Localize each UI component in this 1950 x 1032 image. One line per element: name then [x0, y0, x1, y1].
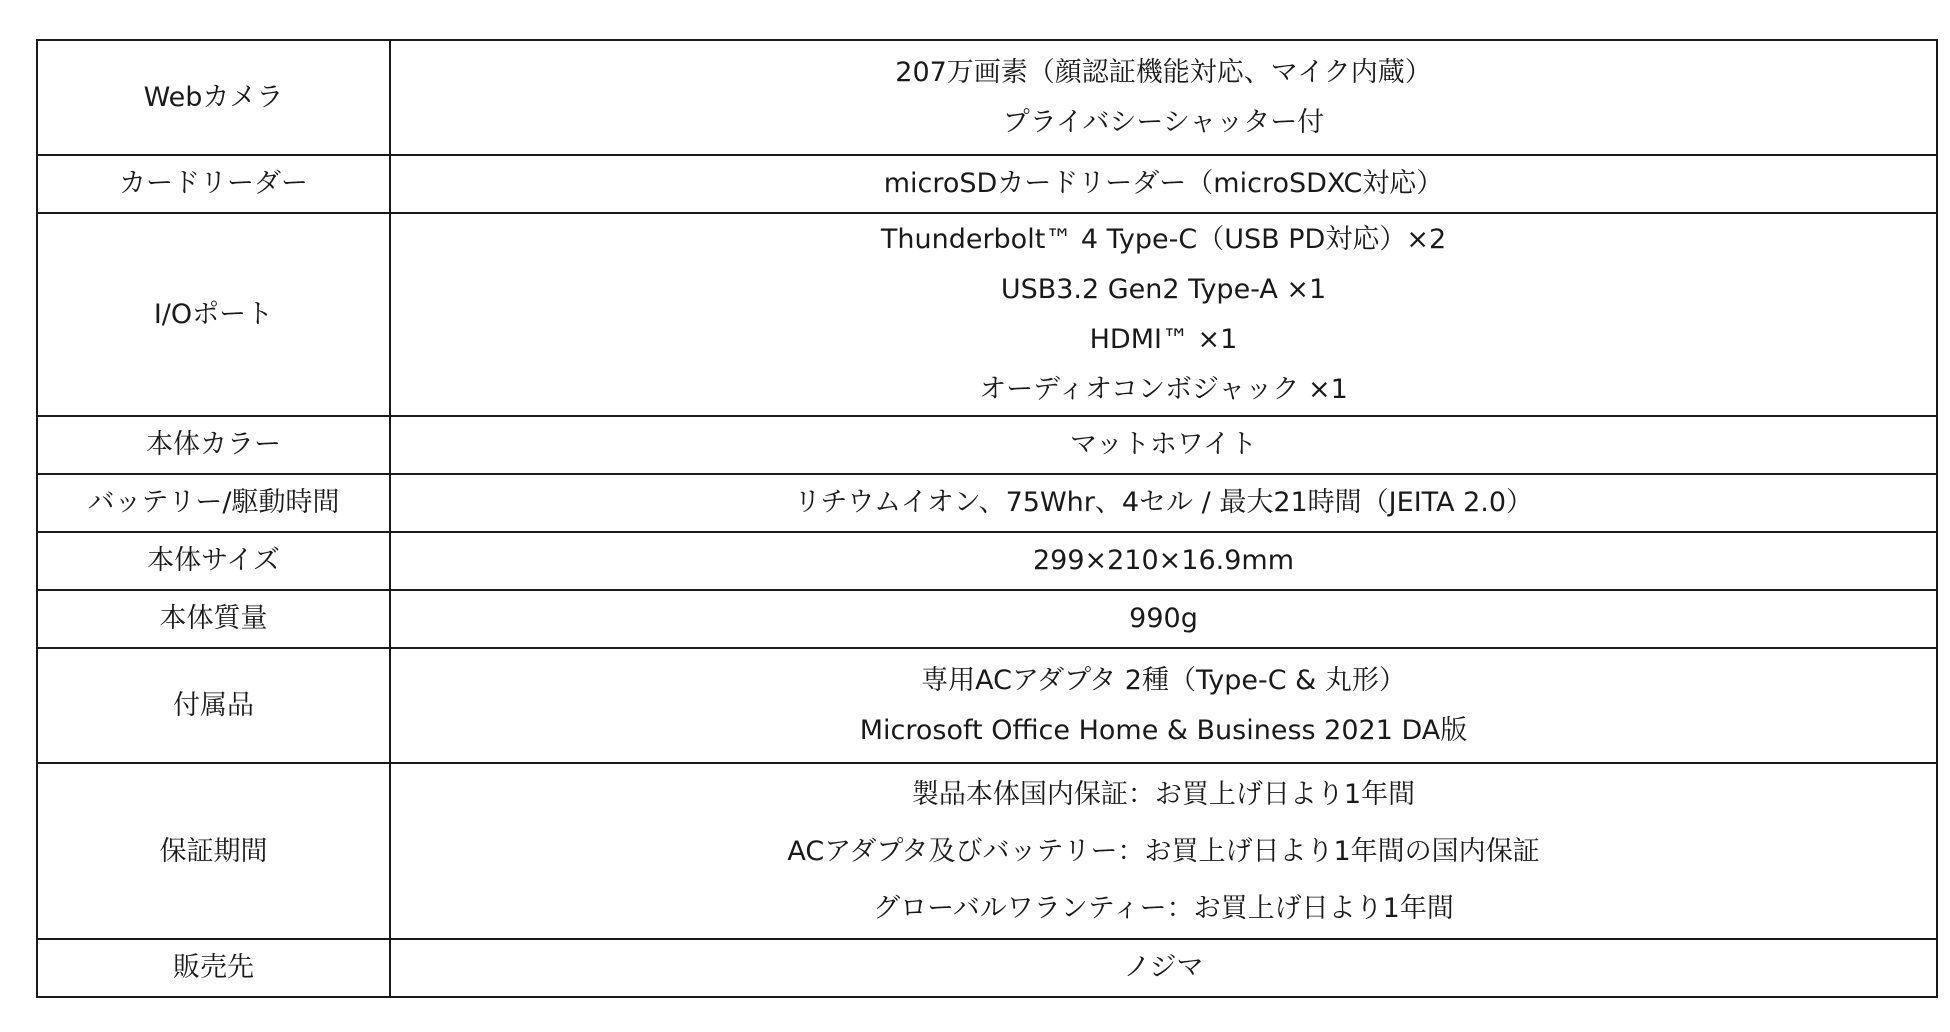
value-line: オーディオコンボジャック ×1: [979, 373, 1348, 405]
row-value: [390, 416, 1937, 474]
value-line: 299×210×16.9mm: [1032, 545, 1295, 576]
value-line: Thunderbolt™ 4 Type-C（USB PD対応）×2: [880, 223, 1447, 255]
row-label: 本体サイズ: [37, 532, 390, 590]
table-row: [37, 40, 1937, 155]
row-value: [390, 590, 1937, 648]
row-value: [390, 213, 1937, 416]
row-label: Webカメラ: [37, 40, 390, 155]
row-label: I/Oポート: [37, 213, 390, 416]
row-label: 本体カラー: [37, 416, 390, 474]
row-value: [390, 474, 1937, 532]
row-label: 付属品: [37, 648, 390, 763]
value-line: Microsoft Office Home & Business 2021 DA版: [859, 714, 1468, 746]
value-line: ACアダプタ及びバッテリー：お買上げ日より1年間の国内保証: [787, 835, 1540, 867]
row-value: [390, 532, 1937, 590]
table-row: [37, 590, 1937, 648]
row-value: [390, 939, 1937, 997]
row-label: カードリーダー: [37, 155, 390, 213]
row-value: [390, 155, 1937, 213]
row-label: 本体質量: [37, 590, 390, 648]
table-row: [37, 763, 1937, 939]
table-row: [37, 939, 1937, 997]
value-line: 990g: [1129, 603, 1198, 634]
value-line: プライバシーシャッター付: [1002, 106, 1325, 138]
spec-table: [36, 39, 1938, 998]
table-row: [37, 474, 1937, 532]
value-line: microSDカードリーダー（microSDXC対応）: [883, 168, 1444, 199]
value-line: 207万画素（顔認証機能対応、マイク内蔵）: [895, 56, 1432, 88]
table-row: [37, 155, 1937, 213]
value-line: リチウムイオン、75Whr、4セル / 最大21時間（JEITA 2.0）: [793, 487, 1534, 518]
table-row: [37, 213, 1937, 416]
value-line: グローバルワランティー：お買上げ日より1年間: [873, 892, 1454, 924]
value-line: HDMI™ ×1: [1089, 323, 1238, 355]
table-row: [37, 416, 1937, 474]
value-line: マットホワイト: [1069, 429, 1258, 460]
value-line: ノジマ: [1123, 952, 1204, 983]
row-value: [390, 40, 1937, 155]
row-label: 販売先: [37, 939, 390, 997]
row-label: 保証期間: [37, 763, 390, 939]
row-value: [390, 648, 1937, 763]
value-line: 製品本体国内保証：お買上げ日より1年間: [911, 778, 1416, 810]
value-line: 専用ACアダプタ 2種（Type-C & 丸形）: [921, 664, 1406, 696]
row-value: [390, 763, 1937, 939]
table-row: [37, 532, 1937, 590]
value-line: USB3.2 Gen2 Type-A ×1: [1000, 273, 1327, 305]
table-row: [37, 648, 1937, 763]
row-label: バッテリー/駆動時間: [37, 474, 390, 532]
